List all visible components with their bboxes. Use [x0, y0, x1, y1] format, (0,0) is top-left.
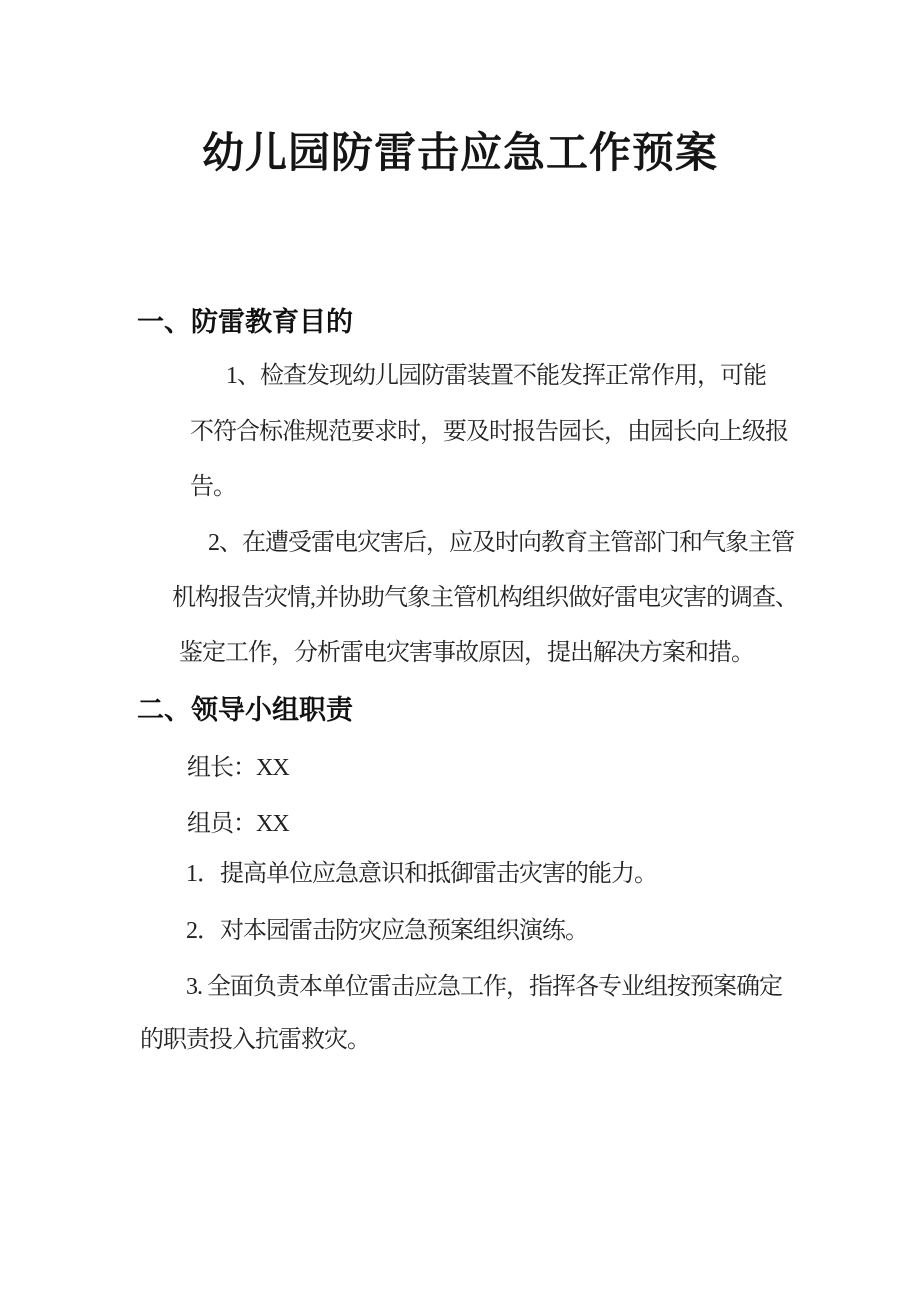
paragraph-1-line-1: 1、检查发现幼儿园防雷装置不能发挥正常作用，可能 [226, 363, 766, 389]
duty-item-3-line-2: 的职责投入抗雷救灾。 [140, 1027, 370, 1053]
group-members-line: 组员：XX [187, 811, 289, 837]
paragraph-2-line-2: 机构报告灾情,并协助气象主管机构组织做好雷电灾害的调查、 [172, 585, 798, 611]
document-title: 幼儿园防雷击应急工作预案 [201, 129, 718, 176]
duty-item-2: 2．对本园雷击防灾应急预案组织演练。 [186, 918, 588, 944]
duty-item-1: 1．提高单位应急意识和抵御雷击灾害的能力。 [186, 861, 657, 887]
duty-item-3-line-1: 3. 全面负责本单位雷击应急工作，指挥各专业组按预案确定 [186, 974, 782, 1000]
paragraph-1-line-2: 不符合标准规范要求时，要及时报告园长，由园长向上级报 [190, 419, 788, 445]
paragraph-2-line-3: 鉴定工作，分析雷电灾害事故原因，提出解决方案和措。 [179, 640, 754, 666]
section-heading-2: 二、领导小组职责 [137, 695, 353, 725]
group-leader-line: 组长：XX [187, 755, 289, 781]
paragraph-2-line-1: 2、在遭受雷电灾害后，应及时向教育主管部门和气象主管 [208, 530, 794, 556]
paragraph-1-line-3: 告。 [190, 474, 236, 500]
section-heading-1: 一、防雷教育目的 [137, 307, 353, 337]
